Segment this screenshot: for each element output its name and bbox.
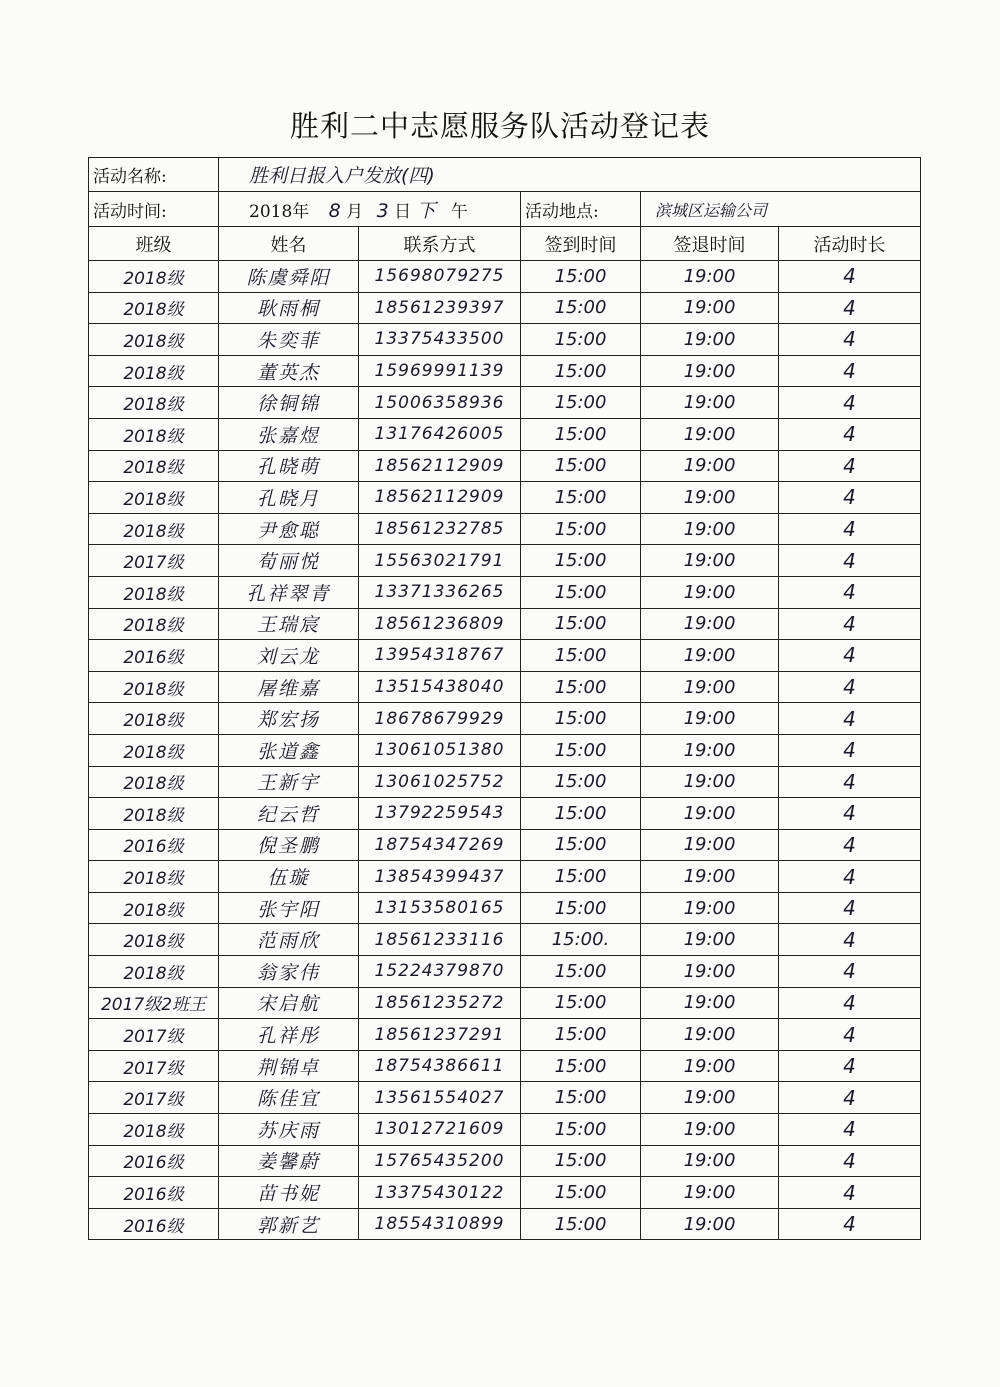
table-row [89, 482, 921, 514]
cell-sign-out: 19:00 [641, 355, 779, 387]
table-row [89, 798, 921, 830]
cell-sign-out: 19:00 [641, 1114, 779, 1146]
cell-sign-in: 15:00 [521, 861, 641, 893]
table-row [89, 1208, 921, 1240]
cell-sign-in: 15:00 [521, 703, 641, 735]
registration-table [88, 157, 921, 1240]
table-row [89, 450, 921, 482]
cell-class: 2016级 [89, 1177, 219, 1209]
activity-time-row [89, 192, 921, 227]
cell-phone: 18561232785 [359, 513, 521, 545]
cell-sign-out: 19:00 [641, 261, 779, 293]
cell-phone: 13061051380 [359, 734, 521, 766]
cell-class: 2018级 [89, 292, 219, 324]
cell-sign-out: 19:00 [641, 1050, 779, 1082]
cell-sign-in: 15:00 [521, 261, 641, 293]
header-class: 班级 [89, 227, 219, 261]
cell-class: 2017级2班王 [89, 987, 219, 1019]
cell-duration: 4 [779, 1114, 921, 1146]
cell-phone: 15698079275 [359, 261, 521, 293]
cell-sign-out: 19:00 [641, 292, 779, 324]
table-row [89, 671, 921, 703]
header-name: 姓名 [219, 227, 359, 261]
cell-sign-in: 15:00 [521, 450, 641, 482]
table-row [89, 1177, 921, 1209]
cell-class: 2018级 [89, 671, 219, 703]
period-unit: 午 [450, 201, 468, 222]
cell-duration: 4 [779, 355, 921, 387]
table-row [89, 1019, 921, 1051]
cell-sign-in: 15:00 [521, 1082, 641, 1114]
cell-phone: 15969991139 [359, 355, 521, 387]
cell-name: 王新宇 [219, 766, 359, 798]
cell-sign-out: 19:00 [641, 861, 779, 893]
cell-name: 荀丽悦 [219, 545, 359, 577]
table-row [89, 924, 921, 956]
cell-sign-in: 15:00. [521, 924, 641, 956]
cell-phone: 18561237291 [359, 1019, 521, 1051]
cell-class: 2018级 [89, 766, 219, 798]
table-row [89, 261, 921, 293]
cell-name: 徐铜锦 [219, 387, 359, 419]
cell-sign-in: 15:00 [521, 1114, 641, 1146]
cell-duration: 4 [779, 418, 921, 450]
cell-sign-out: 19:00 [641, 1145, 779, 1177]
year-text: 2018年 [249, 201, 310, 222]
cell-duration: 4 [779, 1145, 921, 1177]
cell-duration: 4 [779, 766, 921, 798]
cell-phone: 18562112909 [359, 482, 521, 514]
cell-duration: 4 [779, 1208, 921, 1240]
cell-class: 2018级 [89, 324, 219, 356]
table-row [89, 387, 921, 419]
table-row [89, 545, 921, 577]
cell-name: 耿雨桐 [219, 292, 359, 324]
cell-sign-out: 19:00 [641, 324, 779, 356]
cell-name: 纪云哲 [219, 798, 359, 830]
cell-name: 孔祥彤 [219, 1019, 359, 1051]
cell-sign-out: 19:00 [641, 640, 779, 672]
table-header [89, 227, 921, 261]
cell-phone: 18561239397 [359, 292, 521, 324]
period-value: 下 [416, 199, 436, 222]
cell-duration: 4 [779, 450, 921, 482]
cell-duration: 4 [779, 387, 921, 419]
cell-class: 2017级 [89, 1019, 219, 1051]
cell-name: 张嘉煜 [219, 418, 359, 450]
cell-class: 2018级 [89, 703, 219, 735]
cell-class: 2018级 [89, 513, 219, 545]
cell-class: 2017级 [89, 545, 219, 577]
activity-name-value: 胜利日报入户发放(四) [219, 158, 921, 192]
table-row [89, 418, 921, 450]
table-row [89, 1145, 921, 1177]
cell-duration: 4 [779, 956, 921, 988]
cell-sign-out: 19:00 [641, 482, 779, 514]
cell-sign-in: 15:00 [521, 608, 641, 640]
cell-sign-out: 19:00 [641, 608, 779, 640]
cell-class: 2018级 [89, 355, 219, 387]
table-row [89, 1082, 921, 1114]
activity-time-value [219, 192, 521, 227]
month-value: 8 [328, 199, 341, 222]
cell-name: 陈虞舜阳 [219, 261, 359, 293]
cell-name: 陈佳宜 [219, 1082, 359, 1114]
cell-sign-in: 15:00 [521, 418, 641, 450]
table-row [89, 766, 921, 798]
cell-sign-in: 15:00 [521, 387, 641, 419]
activity-place-value: 滨城区运输公司 [641, 192, 921, 227]
activity-name-label: 活动名称: [89, 158, 219, 192]
cell-duration: 4 [779, 1177, 921, 1209]
table-row [89, 829, 921, 861]
cell-sign-in: 15:00 [521, 798, 641, 830]
cell-phone: 13375430122 [359, 1177, 521, 1209]
cell-class: 2017级 [89, 1082, 219, 1114]
cell-sign-out: 19:00 [641, 956, 779, 988]
cell-sign-out: 19:00 [641, 418, 779, 450]
table-row [89, 734, 921, 766]
activity-time-label: 活动时间: [89, 192, 219, 227]
cell-phone: 15224379870 [359, 956, 521, 988]
cell-duration: 4 [779, 513, 921, 545]
cell-phone: 18754386611 [359, 1050, 521, 1082]
table-row [89, 987, 921, 1019]
table-row [89, 324, 921, 356]
activity-name-row [89, 158, 921, 192]
cell-class: 2018级 [89, 576, 219, 608]
cell-sign-out: 19:00 [641, 1177, 779, 1209]
cell-phone: 13792259543 [359, 798, 521, 830]
cell-name: 苗书妮 [219, 1177, 359, 1209]
cell-sign-in: 15:00 [521, 545, 641, 577]
cell-sign-in: 15:00 [521, 987, 641, 1019]
cell-phone: 18678679929 [359, 703, 521, 735]
cell-sign-out: 19:00 [641, 892, 779, 924]
cell-duration: 4 [779, 892, 921, 924]
cell-phone: 18562112909 [359, 450, 521, 482]
cell-duration: 4 [779, 545, 921, 577]
cell-name: 苏庆雨 [219, 1114, 359, 1146]
cell-name: 姜馨蔚 [219, 1145, 359, 1177]
cell-duration: 4 [779, 1050, 921, 1082]
cell-sign-in: 15:00 [521, 1019, 641, 1051]
cell-sign-in: 15:00 [521, 292, 641, 324]
cell-phone: 13515438040 [359, 671, 521, 703]
cell-sign-in: 15:00 [521, 734, 641, 766]
cell-duration: 4 [779, 1082, 921, 1114]
cell-sign-in: 15:00 [521, 355, 641, 387]
cell-sign-out: 19:00 [641, 576, 779, 608]
cell-sign-in: 15:00 [521, 829, 641, 861]
cell-name: 郭新艺 [219, 1208, 359, 1240]
cell-class: 2018级 [89, 261, 219, 293]
cell-class: 2016级 [89, 640, 219, 672]
cell-phone: 18561233116 [359, 924, 521, 956]
cell-duration: 4 [779, 734, 921, 766]
cell-phone: 13371336265 [359, 576, 521, 608]
cell-phone: 13153580165 [359, 892, 521, 924]
cell-sign-out: 19:00 [641, 1019, 779, 1051]
cell-class: 2018级 [89, 924, 219, 956]
cell-sign-in: 15:00 [521, 640, 641, 672]
cell-duration: 4 [779, 861, 921, 893]
cell-sign-in: 15:00 [521, 671, 641, 703]
cell-duration: 4 [779, 829, 921, 861]
cell-phone: 13012721609 [359, 1114, 521, 1146]
cell-sign-in: 15:00 [521, 766, 641, 798]
cell-phone: 18754347269 [359, 829, 521, 861]
table-row [89, 861, 921, 893]
cell-class: 2018级 [89, 387, 219, 419]
form-title: 胜利二中志愿服务队活动登记表 [289, 109, 710, 143]
table-row [89, 956, 921, 988]
cell-phone: 13176426005 [359, 418, 521, 450]
cell-sign-out: 19:00 [641, 513, 779, 545]
cell-sign-out: 19:00 [641, 734, 779, 766]
cell-phone: 13375433500 [359, 324, 521, 356]
cell-sign-in: 15:00 [521, 1145, 641, 1177]
cell-name: 倪圣鹏 [219, 829, 359, 861]
cell-sign-in: 15:00 [521, 1177, 641, 1209]
header-sign-out: 签退时间 [641, 227, 779, 261]
cell-class: 2018级 [89, 892, 219, 924]
cell-duration: 4 [779, 924, 921, 956]
header-contact: 联系方式 [359, 227, 521, 261]
cell-name: 宋启航 [219, 987, 359, 1019]
cell-sign-in: 15:00 [521, 892, 641, 924]
cell-name: 范雨欣 [219, 924, 359, 956]
cell-name: 伍璇 [219, 861, 359, 893]
table-row [89, 608, 921, 640]
cell-name: 张宇阳 [219, 892, 359, 924]
cell-duration: 4 [779, 261, 921, 293]
cell-duration: 4 [779, 703, 921, 735]
cell-name: 尹愈聪 [219, 513, 359, 545]
cell-class: 2018级 [89, 1114, 219, 1146]
cell-class: 2018级 [89, 450, 219, 482]
cell-class: 2018级 [89, 482, 219, 514]
table-row [89, 703, 921, 735]
cell-sign-in: 15:00 [521, 576, 641, 608]
activity-place-label: 活动地点: [521, 192, 641, 227]
table-row [89, 513, 921, 545]
cell-sign-in: 15:00 [521, 482, 641, 514]
cell-phone: 18561235272 [359, 987, 521, 1019]
cell-duration: 4 [779, 798, 921, 830]
table-row [89, 1114, 921, 1146]
cell-duration: 4 [779, 1019, 921, 1051]
cell-sign-out: 19:00 [641, 1082, 779, 1114]
cell-name: 郑宏扬 [219, 703, 359, 735]
cell-class: 2018级 [89, 608, 219, 640]
cell-duration: 4 [779, 482, 921, 514]
cell-class: 2016级 [89, 829, 219, 861]
cell-sign-in: 15:00 [521, 1050, 641, 1082]
cell-sign-in: 15:00 [521, 956, 641, 988]
cell-phone: 13561554027 [359, 1082, 521, 1114]
cell-sign-in: 15:00 [521, 1208, 641, 1240]
cell-duration: 4 [779, 987, 921, 1019]
cell-name: 翁家伟 [219, 956, 359, 988]
cell-sign-out: 19:00 [641, 1208, 779, 1240]
cell-sign-out: 19:00 [641, 987, 779, 1019]
cell-sign-out: 19:00 [641, 766, 779, 798]
header-sign-in: 签到时间 [521, 227, 641, 261]
cell-name: 荆锦卓 [219, 1050, 359, 1082]
cell-name: 孔祥翠青 [219, 576, 359, 608]
cell-sign-out: 19:00 [641, 798, 779, 830]
day-unit: 日 [394, 201, 412, 222]
cell-sign-in: 15:00 [521, 513, 641, 545]
cell-name: 董英杰 [219, 355, 359, 387]
cell-phone: 18554310899 [359, 1208, 521, 1240]
cell-phone: 13061025752 [359, 766, 521, 798]
cell-sign-out: 19:00 [641, 924, 779, 956]
cell-duration: 4 [779, 324, 921, 356]
header-duration: 活动时长 [779, 227, 921, 261]
cell-duration: 4 [779, 608, 921, 640]
cell-sign-out: 19:00 [641, 703, 779, 735]
table-row [89, 355, 921, 387]
cell-duration: 4 [779, 576, 921, 608]
cell-sign-in: 15:00 [521, 324, 641, 356]
cell-class: 2018级 [89, 734, 219, 766]
cell-class: 2018级 [89, 418, 219, 450]
table-row [89, 292, 921, 324]
cell-phone: 15006358936 [359, 387, 521, 419]
cell-phone: 13954318767 [359, 640, 521, 672]
day-value: 3 [376, 199, 389, 222]
cell-duration: 4 [779, 671, 921, 703]
table-row [89, 892, 921, 924]
cell-sign-out: 19:00 [641, 450, 779, 482]
cell-name: 屠维嘉 [219, 671, 359, 703]
cell-class: 2018级 [89, 798, 219, 830]
cell-duration: 4 [779, 292, 921, 324]
cell-name: 孔晓月 [219, 482, 359, 514]
cell-class: 2018级 [89, 861, 219, 893]
cell-phone: 13854399437 [359, 861, 521, 893]
cell-name: 张道鑫 [219, 734, 359, 766]
cell-phone: 18561236809 [359, 608, 521, 640]
cell-sign-out: 19:00 [641, 671, 779, 703]
cell-name: 王瑞宸 [219, 608, 359, 640]
cell-name: 朱奕菲 [219, 324, 359, 356]
cell-duration: 4 [779, 640, 921, 672]
cell-sign-out: 19:00 [641, 545, 779, 577]
cell-class: 2016级 [89, 1208, 219, 1240]
cell-sign-out: 19:00 [641, 829, 779, 861]
cell-class: 2016级 [89, 1145, 219, 1177]
cell-name: 刘云龙 [219, 640, 359, 672]
table-row [89, 1050, 921, 1082]
table-row [89, 576, 921, 608]
cell-phone: 15765435200 [359, 1145, 521, 1177]
cell-phone: 15563021791 [359, 545, 521, 577]
month-unit: 月 [346, 201, 364, 222]
table-row [89, 640, 921, 672]
cell-name: 孔晓萌 [219, 450, 359, 482]
cell-class: 2017级 [89, 1050, 219, 1082]
cell-class: 2018级 [89, 956, 219, 988]
cell-sign-out: 19:00 [641, 387, 779, 419]
